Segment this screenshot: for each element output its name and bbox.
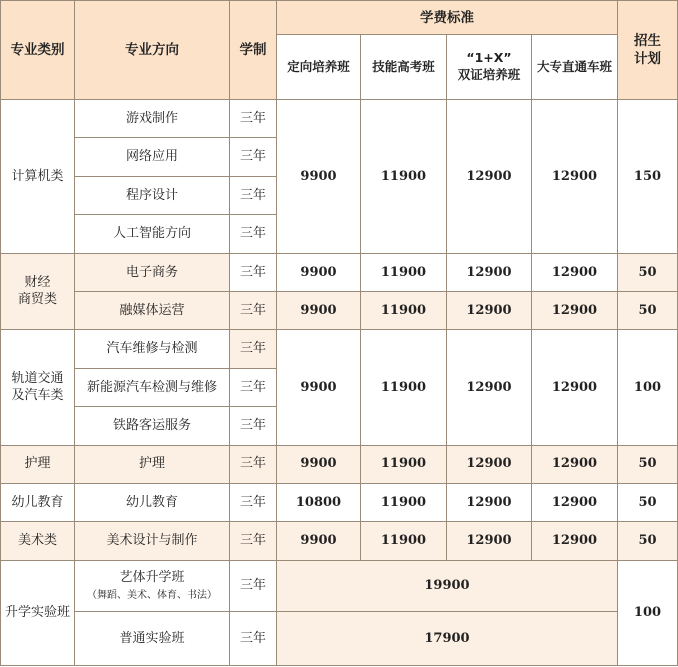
- fee-cell: 12900: [532, 483, 618, 521]
- fee-cell: 12900: [447, 330, 532, 445]
- fee-cell: 12900: [447, 291, 532, 329]
- category-cell: 财经 商贸类: [1, 253, 75, 330]
- fee-cell: 11900: [361, 330, 447, 445]
- fee-cell: 12900: [447, 445, 532, 483]
- fee-cell: 12900: [532, 522, 618, 560]
- major-cell: 普通实验班: [75, 612, 230, 666]
- major-cell: 新能源汽车检测与维修: [75, 368, 230, 406]
- header-duration: 学制: [230, 1, 277, 100]
- fee-cell: 11900: [361, 522, 447, 560]
- plan-cell: 100: [618, 560, 678, 665]
- fee-cell: 19900: [277, 560, 618, 612]
- header-category: 专业类别: [1, 1, 75, 100]
- category-cell: 幼儿教育: [1, 483, 75, 521]
- major-cell: 美术设计与制作: [75, 522, 230, 560]
- duration-cell: 三年: [230, 253, 277, 291]
- fee-cell: 12900: [532, 445, 618, 483]
- major-cell: 汽车维修与检测: [75, 330, 230, 368]
- fee-cell: 9900: [277, 253, 361, 291]
- header-enrollment: 招生 计划: [618, 1, 678, 100]
- header-fee-directed: 定向培养班: [277, 35, 361, 100]
- fee-cell: 11900: [361, 100, 447, 254]
- fee-cell: 9900: [277, 445, 361, 483]
- duration-cell: 三年: [230, 368, 277, 406]
- category-cell: 美术类: [1, 522, 75, 560]
- header-fee-standard: 学费标准: [277, 1, 618, 35]
- duration-cell: 三年: [230, 138, 277, 176]
- fee-cell: 10800: [277, 483, 361, 521]
- major-cell: 护理: [75, 445, 230, 483]
- duration-cell: 三年: [230, 445, 277, 483]
- header-direction: 专业方向: [75, 1, 230, 100]
- duration-cell: 三年: [230, 612, 277, 666]
- duration-cell: 三年: [230, 100, 277, 138]
- major-cell: 网络应用: [75, 138, 230, 176]
- major-cell: 程序设计: [75, 176, 230, 214]
- header-fee-college-direct: 大专直通车班: [532, 35, 618, 100]
- plan-cell: 50: [618, 291, 678, 329]
- fee-cell: 11900: [361, 253, 447, 291]
- major-cell: 融媒体运营: [75, 291, 230, 329]
- plan-cell: 50: [618, 522, 678, 560]
- header-fee-dual-cert: “1+X” 双证培养班: [447, 35, 532, 100]
- category-cell: 轨道交通 及汽车类: [1, 330, 75, 445]
- fee-cell: 12900: [532, 330, 618, 445]
- duration-cell: 三年: [230, 215, 277, 253]
- fee-cell: 12900: [447, 253, 532, 291]
- header-fee-skills-exam: 技能高考班: [361, 35, 447, 100]
- fee-cell: 12900: [532, 253, 618, 291]
- major-cell: 铁路客运服务: [75, 407, 230, 445]
- plan-cell: 50: [618, 445, 678, 483]
- major-cell: 电子商务: [75, 253, 230, 291]
- fee-cell: 11900: [361, 483, 447, 521]
- fee-cell: 9900: [277, 100, 361, 254]
- major-cell: 游戏制作: [75, 100, 230, 138]
- major-name: 艺体升学班: [119, 570, 185, 586]
- fee-cell: 9900: [277, 291, 361, 329]
- duration-cell: 三年: [230, 522, 277, 560]
- fee-cell: 12900: [447, 483, 532, 521]
- duration-cell: 三年: [230, 176, 277, 214]
- fee-cell: 17900: [277, 612, 618, 666]
- plan-cell: 50: [618, 253, 678, 291]
- fee-cell: 9900: [277, 522, 361, 560]
- fee-cell: 12900: [532, 100, 618, 254]
- plan-cell: 150: [618, 100, 678, 254]
- major-cell: [75, 560, 230, 612]
- duration-cell: 三年: [230, 483, 277, 521]
- plan-cell: 50: [618, 483, 678, 521]
- category-cell: 护理: [1, 445, 75, 483]
- duration-cell: 三年: [230, 560, 277, 612]
- plan-cell: 100: [618, 330, 678, 445]
- category-cell: 计算机类: [1, 100, 75, 254]
- fee-cell: 11900: [361, 291, 447, 329]
- duration-cell: 三年: [230, 330, 277, 368]
- fee-cell: 12900: [532, 291, 618, 329]
- major-cell: 幼儿教育: [75, 483, 230, 521]
- fee-cell: 12900: [447, 522, 532, 560]
- major-cell: 人工智能方向: [75, 215, 230, 253]
- fee-cell: 12900: [447, 100, 532, 254]
- fee-cell: 11900: [361, 445, 447, 483]
- duration-cell: 三年: [230, 291, 277, 329]
- major-note: （舞蹈、美术、体育、书法）: [87, 590, 217, 601]
- duration-cell: 三年: [230, 407, 277, 445]
- category-cell: 升学实验班: [1, 560, 75, 665]
- fee-cell: 9900: [277, 330, 361, 445]
